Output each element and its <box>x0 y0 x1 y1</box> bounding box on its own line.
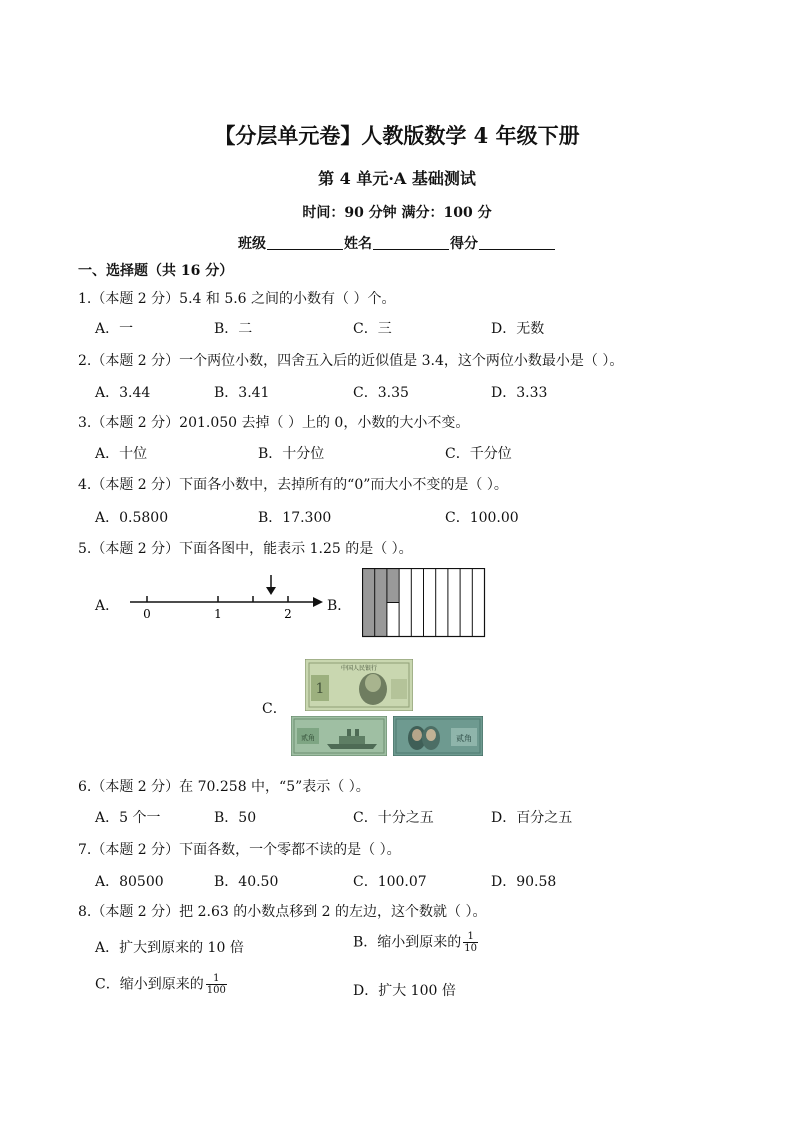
q7-option-b[interactable]: B．40.50 <box>214 874 279 890</box>
q3-option-a[interactable]: A．十位 <box>95 446 148 462</box>
q8-option-d[interactable]: D．扩大 100 倍 <box>353 983 456 999</box>
section-title: 一、选择题（共 16 分） <box>78 263 234 279</box>
q8-option-c-fraction <box>206 973 227 996</box>
student-info-fields <box>0 233 794 253</box>
q1-option-c[interactable]: C．三 <box>353 321 392 337</box>
q6-option-a[interactable]: A．5 个一 <box>95 810 161 826</box>
q6-option-b[interactable]: B．50 <box>214 810 257 826</box>
q5-option-a[interactable]: A． <box>95 598 120 614</box>
class-label: 班级 <box>238 236 266 252</box>
score-blank[interactable] <box>479 235 555 250</box>
name-label: 姓名 <box>344 236 372 252</box>
svg-text:1: 1 <box>315 681 325 697</box>
q8-option-c-label: C．缩小到原来的 <box>95 976 204 993</box>
q8-option-b-label: B．缩小到原来的 <box>353 934 462 951</box>
q1-option-a[interactable]: A．一 <box>95 321 134 337</box>
banknote-right-caption: 贰角 <box>456 734 472 743</box>
banknote-top-caption: 中国人民银行 <box>340 665 378 672</box>
banknote-two-jiao-portrait-image <box>393 716 483 756</box>
q5-shaded-grid <box>362 568 486 638</box>
banknote-left-caption: 贰角 <box>301 734 315 742</box>
exam-meta: 时间：90 分钟 满分：100 分 <box>302 205 492 221</box>
grid-shaded-column-3-half <box>387 569 399 603</box>
q8-option-b-fraction <box>463 931 478 954</box>
score-label: 得分 <box>450 236 478 252</box>
q8-option-c[interactable] <box>95 973 227 996</box>
question-3: 3.（本题 2 分）201.050 去掉（ ）上的 0，小数的大小不变。 <box>78 415 470 431</box>
q2-option-b[interactable]: B．3.41 <box>214 385 270 401</box>
question-8: 8.（本题 2 分）把 2.63 的小数点移到 2 的左边，这个数就（ ）。 <box>78 904 487 920</box>
q1-option-d[interactable]: D．无数 <box>491 321 545 337</box>
q2-option-c[interactable]: C．3.35 <box>353 385 409 401</box>
q4-option-c[interactable]: C．100.00 <box>445 510 519 526</box>
name-blank[interactable] <box>373 235 449 250</box>
q5-option-c[interactable]: C． <box>262 701 287 717</box>
number-line-pointer-head <box>266 587 276 595</box>
class-blank[interactable] <box>267 235 343 250</box>
question-2: 2.（本题 2 分）一个两位小数，四舍五入后的近似值是 3.4，这个两位小数最小是（ ）。 <box>78 353 624 369</box>
banknote-one-yuan-image <box>305 659 413 711</box>
question-6: 6.（本题 2 分）在 70.258 中，“5”表示（ ）。 <box>78 779 370 795</box>
fraction-numerator: 1 <box>463 931 478 943</box>
q5-number-line <box>125 570 325 625</box>
q7-option-a[interactable]: A．80500 <box>95 874 164 890</box>
number-line-arrowhead <box>313 597 323 607</box>
q4-option-a[interactable]: A．0.5800 <box>95 510 169 526</box>
question-5: 5.（本题 2 分）下面各图中，能表示 1.25 的是（ ）。 <box>78 541 413 557</box>
fraction-numerator: 1 <box>206 973 227 985</box>
q3-option-c[interactable]: C．千分位 <box>445 446 512 462</box>
q5-option-b[interactable]: B． <box>327 598 352 614</box>
q8-option-a[interactable]: A．扩大到原来的 10 倍 <box>95 940 244 956</box>
q1-option-b[interactable]: B．二 <box>214 321 253 337</box>
q3-option-b[interactable]: B．十分位 <box>258 446 325 462</box>
question-1: 1.（本题 2 分）5.4 和 5.6 之间的小数有（ ）个。 <box>78 291 396 307</box>
q7-option-d[interactable]: D．90.58 <box>491 874 557 890</box>
tick-label-2: 2 <box>284 607 292 621</box>
grid-shaded-column-2 <box>375 569 387 637</box>
page-subtitle: 第 4 单元·A 基础测试 <box>318 169 476 188</box>
question-7: 7.（本题 2 分）下面各数，一个零都不读的是（ ）。 <box>78 842 401 858</box>
q6-option-c[interactable]: C．十分之五 <box>353 810 434 826</box>
banknote-two-jiao-ship-image <box>291 716 387 756</box>
q4-option-b[interactable]: B．17.300 <box>258 510 332 526</box>
tick-label-0: 0 <box>143 607 151 621</box>
fraction-denominator: 10 <box>464 943 478 954</box>
tick-label-1: 1 <box>214 607 222 621</box>
q6-option-d[interactable]: D．百分之五 <box>491 810 573 826</box>
fraction-denominator: 100 <box>206 985 226 996</box>
q2-option-a[interactable]: A．3.44 <box>95 385 151 401</box>
page-title: 【分层单元卷】人教版数学 4 年级下册 <box>214 123 580 148</box>
q2-option-d[interactable]: D．3.33 <box>491 385 548 401</box>
q8-option-b[interactable] <box>353 931 478 954</box>
question-4: 4.（本题 2 分）下面各小数中，去掉所有的“0”而大小不变的是（ ）。 <box>78 477 508 493</box>
q7-option-c[interactable]: C．100.07 <box>353 874 427 890</box>
